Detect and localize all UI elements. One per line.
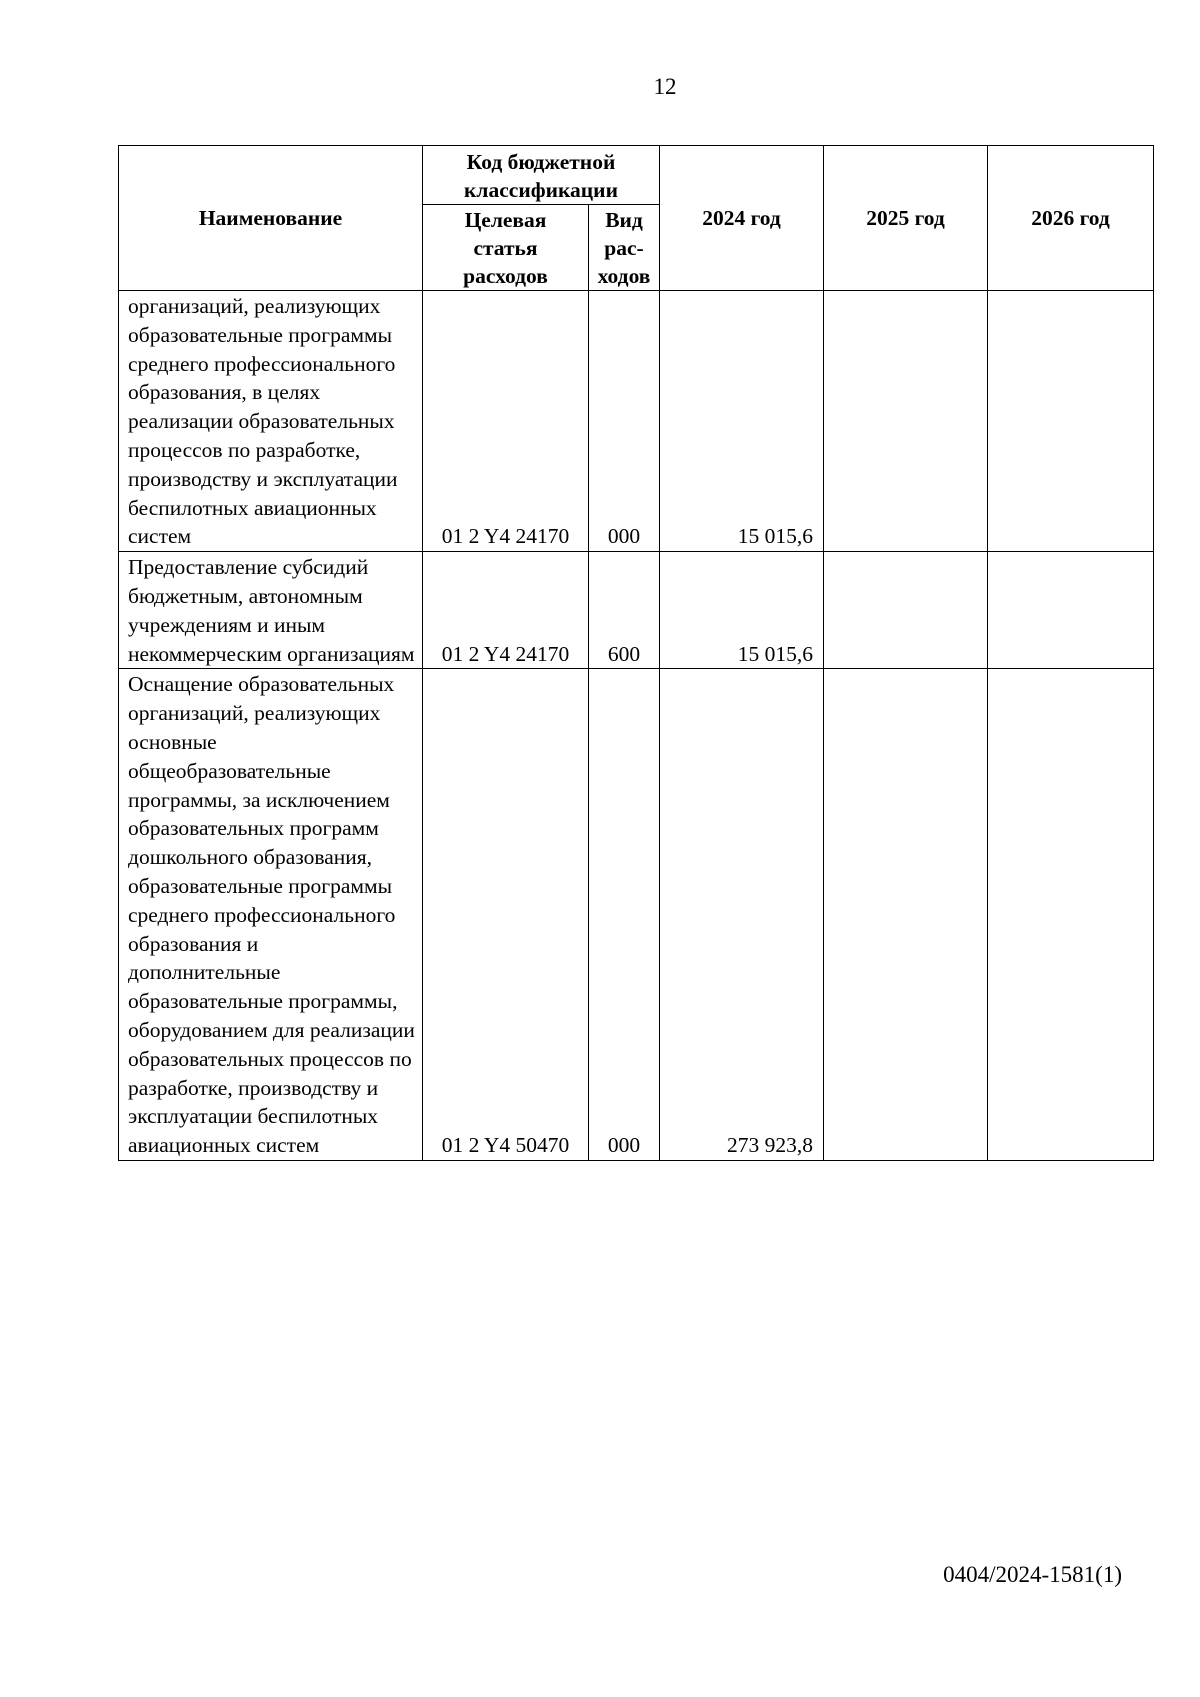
row-year-2026 — [988, 291, 1154, 552]
header-year-2026: 2026 год — [988, 146, 1154, 291]
header-year-2025: 2025 год — [824, 146, 988, 291]
row-year-2026 — [988, 669, 1154, 1161]
document-code: 0404/2024-1581(1) — [943, 1562, 1122, 1587]
row-expense-kind: 600 — [589, 552, 660, 669]
page-number: 12 — [653, 74, 677, 99]
table-row — [119, 291, 1154, 552]
row-year-2025 — [824, 669, 988, 1161]
row-target-article: 01 2 Y4 24170 — [423, 291, 589, 552]
header-year-2024: 2024 год — [660, 146, 824, 291]
row-year-2026 — [988, 552, 1154, 669]
row-year-2024: 15 015,6 — [660, 552, 824, 669]
header-name: Наименование — [119, 146, 423, 291]
row-name: Предоставление субсидий бюджетным, автономным учреждениям и иным некоммерческим организациям — [119, 552, 423, 669]
row-target-article: 01 2 Y4 24170 — [423, 552, 589, 669]
table-row — [119, 552, 1154, 669]
row-name: Оснащение образовательных организаций, реализующих основные общеобразовательные программы, за исключением образовательных программ дошкольного образования, образовательные программы среднего профессионального образования и дополнительные образовательные программы, оборудованием для реализации образовательных процессов по разработке, производству и эксплуатации беспилотных авиационных систем — [119, 669, 423, 1161]
row-year-2025 — [824, 552, 988, 669]
header-budget-code: Код бюджетной классификации — [423, 146, 660, 205]
row-name: организаций, реализующих образовательные программы среднего профессионального образования, в целях реализации образовательных процессов по разработке, производству и эксплуатации беспилотных авиационных систем — [119, 291, 423, 552]
header-target-article: Целевая статья расходов — [423, 205, 589, 291]
budget-table — [118, 145, 1154, 1161]
row-year-2025 — [824, 291, 988, 552]
header-expense-kind: Вид рас-ходов — [589, 205, 660, 291]
row-year-2024: 15 015,6 — [660, 291, 824, 552]
row-year-2024: 273 923,8 — [660, 669, 824, 1161]
table-row — [119, 669, 1154, 1161]
row-target-article: 01 2 Y4 50470 — [423, 669, 589, 1161]
row-expense-kind: 000 — [589, 291, 660, 552]
row-expense-kind: 000 — [589, 669, 660, 1161]
